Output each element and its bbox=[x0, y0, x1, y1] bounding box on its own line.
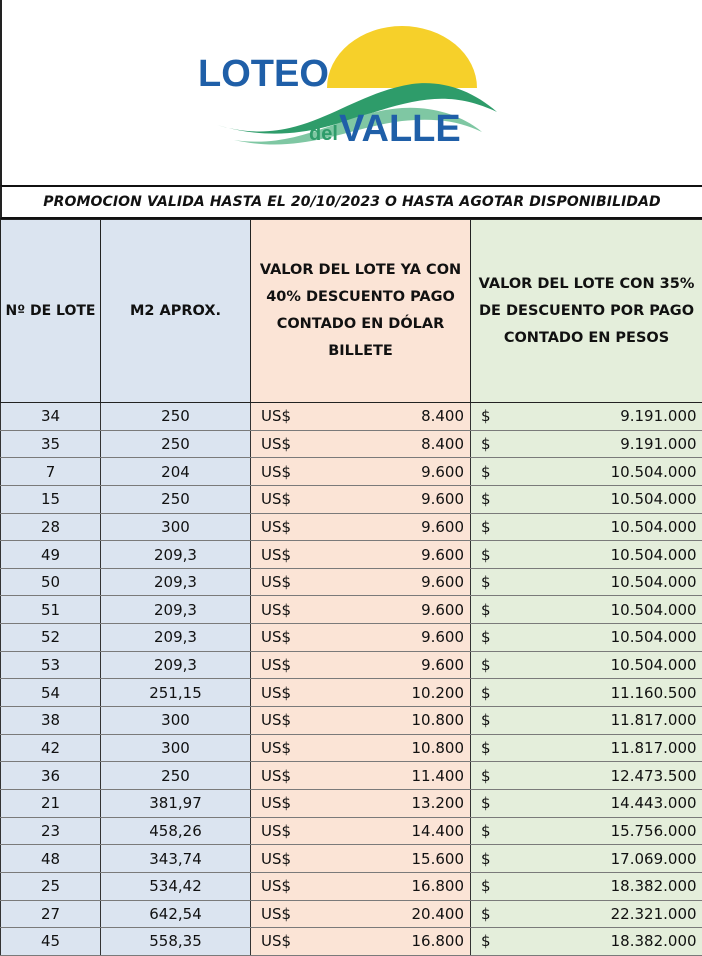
area-m2-cell: 458,26 bbox=[101, 817, 251, 845]
area-m2-cell: 534,42 bbox=[101, 872, 251, 900]
usd-currency-cell: US$ bbox=[251, 845, 351, 873]
area-m2-cell: 300 bbox=[101, 513, 251, 541]
usd-value-cell: 9.600 bbox=[351, 568, 471, 596]
usd-currency-cell: US$ bbox=[251, 817, 351, 845]
ars-value-cell: 10.504.000 bbox=[561, 596, 702, 624]
lot-number-cell: 21 bbox=[1, 789, 101, 817]
ars-currency-cell: $ bbox=[471, 430, 561, 458]
ars-value-cell: 17.069.000 bbox=[561, 845, 702, 873]
usd-currency-cell: US$ bbox=[251, 651, 351, 679]
lot-number-cell: 25 bbox=[1, 872, 101, 900]
ars-value-cell: 11.160.500 bbox=[561, 679, 702, 707]
ars-value-cell: 18.382.000 bbox=[561, 928, 702, 956]
lot-number-cell: 38 bbox=[1, 707, 101, 735]
logo-word-loteo: LOTEO bbox=[198, 53, 329, 95]
area-m2-cell: 209,3 bbox=[101, 624, 251, 652]
area-m2-cell: 300 bbox=[101, 707, 251, 735]
loteo-del-valle-logo bbox=[2, 0, 702, 185]
ars-value-cell: 10.504.000 bbox=[561, 513, 702, 541]
ars-currency-cell: $ bbox=[471, 651, 561, 679]
ars-value-cell: 10.504.000 bbox=[561, 651, 702, 679]
usd-currency-cell: US$ bbox=[251, 707, 351, 735]
area-m2-cell: 209,3 bbox=[101, 541, 251, 569]
table-row bbox=[1, 568, 702, 596]
lot-number-cell: 15 bbox=[1, 485, 101, 513]
usd-currency-cell: US$ bbox=[251, 789, 351, 817]
usd-value-cell: 10.200 bbox=[351, 679, 471, 707]
ars-value-cell: 18.382.000 bbox=[561, 872, 702, 900]
sun-icon bbox=[327, 26, 477, 88]
lot-number-cell: 23 bbox=[1, 817, 101, 845]
ars-value-cell: 10.504.000 bbox=[561, 485, 702, 513]
table-row bbox=[1, 541, 702, 569]
ars-value-cell: 22.321.000 bbox=[561, 900, 702, 928]
area-m2-cell: 642,54 bbox=[101, 900, 251, 928]
ars-currency-cell: $ bbox=[471, 789, 561, 817]
usd-value-cell: 9.600 bbox=[351, 458, 471, 486]
ars-currency-cell: $ bbox=[471, 458, 561, 486]
logo-word-del: del bbox=[309, 123, 338, 145]
ars-currency-cell: $ bbox=[471, 707, 561, 735]
ars-currency-cell: $ bbox=[471, 624, 561, 652]
header-ars-price: VALOR DEL LOTE CON 35% DE DESCUENTO POR PAGO CONTADO EN PESOS bbox=[471, 220, 702, 403]
lot-number-cell: 53 bbox=[1, 651, 101, 679]
usd-value-cell: 9.600 bbox=[351, 485, 471, 513]
header-usd-price: VALOR DEL LOTE YA CON 40% DESCUENTO PAGO CONTADO EN DÓLAR BILLETE bbox=[251, 220, 471, 403]
area-m2-cell: 250 bbox=[101, 762, 251, 790]
area-m2-cell: 300 bbox=[101, 734, 251, 762]
usd-value-cell: 9.600 bbox=[351, 513, 471, 541]
ars-currency-cell: $ bbox=[471, 872, 561, 900]
usd-value-cell: 10.800 bbox=[351, 734, 471, 762]
usd-value-cell: 9.600 bbox=[351, 651, 471, 679]
usd-value-cell: 16.800 bbox=[351, 928, 471, 956]
area-m2-cell: 250 bbox=[101, 430, 251, 458]
ars-currency-cell: $ bbox=[471, 845, 561, 873]
ars-currency-cell: $ bbox=[471, 541, 561, 569]
table-row bbox=[1, 817, 702, 845]
table-row bbox=[1, 458, 702, 486]
ars-value-cell: 15.756.000 bbox=[561, 817, 702, 845]
lot-number-cell: 48 bbox=[1, 845, 101, 873]
ars-value-cell: 9.191.000 bbox=[561, 430, 702, 458]
table-row bbox=[1, 762, 702, 790]
lot-number-cell: 51 bbox=[1, 596, 101, 624]
logo-header bbox=[0, 0, 702, 185]
usd-currency-cell: US$ bbox=[251, 872, 351, 900]
usd-value-cell: 9.600 bbox=[351, 596, 471, 624]
usd-currency-cell: US$ bbox=[251, 762, 351, 790]
usd-value-cell: 9.600 bbox=[351, 624, 471, 652]
table-row bbox=[1, 596, 702, 624]
lot-number-cell: 27 bbox=[1, 900, 101, 928]
lot-number-cell: 7 bbox=[1, 458, 101, 486]
usd-currency-cell: US$ bbox=[251, 513, 351, 541]
lot-number-cell: 35 bbox=[1, 430, 101, 458]
ars-value-cell: 10.504.000 bbox=[561, 458, 702, 486]
area-m2-cell: 250 bbox=[101, 485, 251, 513]
usd-value-cell: 10.800 bbox=[351, 707, 471, 735]
ars-currency-cell: $ bbox=[471, 513, 561, 541]
logo-word-valle: VALLE bbox=[339, 108, 461, 150]
table-row bbox=[1, 651, 702, 679]
lot-number-cell: 28 bbox=[1, 513, 101, 541]
usd-value-cell: 14.400 bbox=[351, 817, 471, 845]
usd-value-cell: 8.400 bbox=[351, 430, 471, 458]
area-m2-cell: 204 bbox=[101, 458, 251, 486]
area-m2-cell: 209,3 bbox=[101, 568, 251, 596]
usd-currency-cell: US$ bbox=[251, 679, 351, 707]
table-row bbox=[1, 845, 702, 873]
table-row bbox=[1, 872, 702, 900]
usd-currency-cell: US$ bbox=[251, 624, 351, 652]
ars-value-cell: 9.191.000 bbox=[561, 403, 702, 431]
table-row bbox=[1, 430, 702, 458]
area-m2-cell: 343,74 bbox=[101, 845, 251, 873]
ars-currency-cell: $ bbox=[471, 485, 561, 513]
lots-price-table bbox=[0, 219, 702, 956]
ars-value-cell: 14.443.000 bbox=[561, 789, 702, 817]
lot-number-cell: 49 bbox=[1, 541, 101, 569]
usd-currency-cell: US$ bbox=[251, 430, 351, 458]
header-lot-number: Nº DE LOTE bbox=[1, 220, 101, 403]
ars-currency-cell: $ bbox=[471, 900, 561, 928]
usd-currency-cell: US$ bbox=[251, 900, 351, 928]
ars-currency-cell: $ bbox=[471, 679, 561, 707]
table-body bbox=[1, 403, 702, 956]
ars-value-cell: 12.473.500 bbox=[561, 762, 702, 790]
ars-currency-cell: $ bbox=[471, 596, 561, 624]
usd-value-cell: 9.600 bbox=[351, 541, 471, 569]
usd-currency-cell: US$ bbox=[251, 403, 351, 431]
table-row bbox=[1, 624, 702, 652]
usd-currency-cell: US$ bbox=[251, 458, 351, 486]
usd-currency-cell: US$ bbox=[251, 485, 351, 513]
ars-value-cell: 10.504.000 bbox=[561, 568, 702, 596]
ars-currency-cell: $ bbox=[471, 817, 561, 845]
lot-number-cell: 36 bbox=[1, 762, 101, 790]
usd-value-cell: 11.400 bbox=[351, 762, 471, 790]
table-row bbox=[1, 679, 702, 707]
ars-value-cell: 10.504.000 bbox=[561, 624, 702, 652]
table-row bbox=[1, 707, 702, 735]
area-m2-cell: 250 bbox=[101, 403, 251, 431]
lot-number-cell: 45 bbox=[1, 928, 101, 956]
lot-number-cell: 50 bbox=[1, 568, 101, 596]
usd-value-cell: 16.800 bbox=[351, 872, 471, 900]
lot-number-cell: 42 bbox=[1, 734, 101, 762]
area-m2-cell: 251,15 bbox=[101, 679, 251, 707]
ars-currency-cell: $ bbox=[471, 928, 561, 956]
table-row bbox=[1, 513, 702, 541]
table-row bbox=[1, 789, 702, 817]
usd-currency-cell: US$ bbox=[251, 596, 351, 624]
ars-value-cell: 10.504.000 bbox=[561, 541, 702, 569]
area-m2-cell: 209,3 bbox=[101, 596, 251, 624]
table-header-row bbox=[1, 220, 702, 403]
usd-currency-cell: US$ bbox=[251, 568, 351, 596]
table-row bbox=[1, 928, 702, 956]
usd-currency-cell: US$ bbox=[251, 734, 351, 762]
usd-value-cell: 13.200 bbox=[351, 789, 471, 817]
lot-number-cell: 34 bbox=[1, 403, 101, 431]
usd-currency-cell: US$ bbox=[251, 928, 351, 956]
table-row bbox=[1, 900, 702, 928]
lot-number-cell: 52 bbox=[1, 624, 101, 652]
ars-value-cell: 11.817.000 bbox=[561, 734, 702, 762]
ars-currency-cell: $ bbox=[471, 568, 561, 596]
table-row bbox=[1, 403, 702, 431]
usd-currency-cell: US$ bbox=[251, 541, 351, 569]
usd-value-cell: 20.400 bbox=[351, 900, 471, 928]
area-m2-cell: 558,35 bbox=[101, 928, 251, 956]
lot-number-cell: 54 bbox=[1, 679, 101, 707]
area-m2-cell: 381,97 bbox=[101, 789, 251, 817]
ars-currency-cell: $ bbox=[471, 734, 561, 762]
ars-currency-cell: $ bbox=[471, 403, 561, 431]
ars-currency-cell: $ bbox=[471, 762, 561, 790]
area-m2-cell: 209,3 bbox=[101, 651, 251, 679]
usd-value-cell: 15.600 bbox=[351, 845, 471, 873]
promo-banner: PROMOCION VALIDA HASTA EL 20/10/2023 O HASTA AGOTAR DISPONIBILIDAD bbox=[0, 185, 702, 219]
table-row bbox=[1, 734, 702, 762]
ars-value-cell: 11.817.000 bbox=[561, 707, 702, 735]
table-row bbox=[1, 485, 702, 513]
header-m2: M2 APROX. bbox=[101, 220, 251, 403]
usd-value-cell: 8.400 bbox=[351, 403, 471, 431]
